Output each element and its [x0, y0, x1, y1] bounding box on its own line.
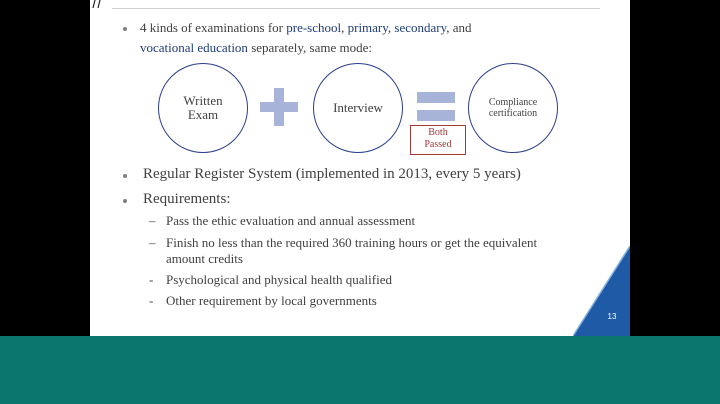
requirement-item: Psychological and physical health qualified — [166, 272, 392, 287]
keyword-primary: primary — [347, 20, 388, 35]
requirement-item: Pass the ethic evaluation and annual assessment — [166, 213, 416, 228]
interview-circle: Interview — [313, 63, 403, 153]
intro-sep: , — [387, 20, 395, 35]
dash-marker: - — [149, 272, 154, 287]
slide-number: 13 — [607, 312, 617, 321]
dash-marker: – — [149, 235, 156, 250]
equals-icon — [417, 92, 455, 103]
plus-icon — [260, 102, 298, 112]
dash-marker: - — [149, 293, 154, 308]
corner-triangle-icon — [573, 246, 630, 336]
title-divider — [112, 8, 600, 9]
dash-marker: – — [149, 213, 156, 228]
both-passed-box: Both Passed — [410, 125, 466, 155]
requirement-item: Other requirement by local governments — [166, 293, 377, 308]
intro-line-2 — [140, 40, 372, 56]
logo-mark-icon — [92, 0, 112, 8]
bottom-teal-band — [0, 336, 720, 404]
intro-sep: , — [341, 20, 348, 35]
intro-prefix: 4 kinds of examinations for — [140, 20, 287, 35]
intro-line-1 — [140, 20, 472, 36]
keyword-secondary: secondary — [394, 20, 447, 35]
equals-icon — [417, 110, 455, 121]
keyword-vocational: vocational education — [140, 40, 248, 55]
intro-sep: , and — [446, 20, 472, 35]
requirement-item: Finish no less than the required 360 training hours or get the equivalent — [166, 235, 538, 250]
bullet-requirements: Requirements: — [143, 191, 231, 207]
presentation-slide — [90, 0, 630, 336]
intro-suffix: separately, same mode: — [247, 40, 372, 55]
bullet-marker — [123, 174, 127, 178]
keyword-pre-school: pre-school — [286, 20, 342, 35]
requirement-item-continued: amount credits — [166, 251, 243, 266]
written-exam-circle: Written Exam — [158, 63, 248, 153]
compliance-certification-circle: Compliance certification — [468, 63, 558, 153]
bullet-register-system: Regular Register System (implemented in 2013, every 5 years) — [143, 166, 521, 182]
bullet-marker — [123, 27, 127, 31]
bullet-marker — [123, 199, 127, 203]
